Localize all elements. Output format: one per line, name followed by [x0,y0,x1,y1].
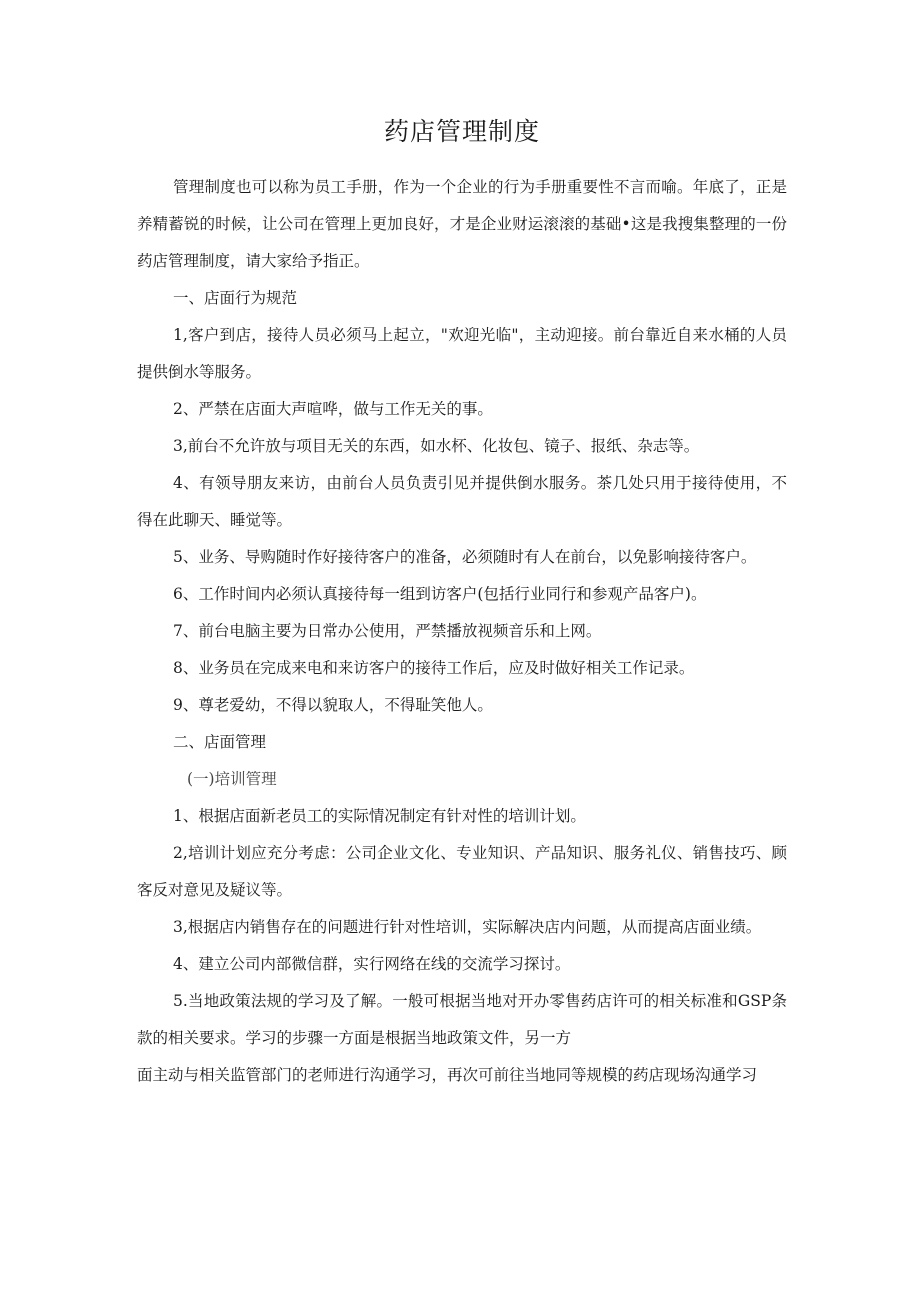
training-item-4: 4、建立公司内部微信群，实行网络在线的交流学习探讨。 [173,955,571,973]
training-item-2: 2,培训计划应充分考虑：公司企业文化、专业知识、产品知识、服务礼仪、销售技巧、顾客反对意见及疑议等。 [137,844,787,899]
behavior-item-2: 2、严禁在店面大声喧哗，做与工作无关的事。 [173,400,493,418]
document-body [137,169,787,1094]
training-item-1: 1、根据店面新老员工的实际情况制定有针对性的培训计划。 [173,807,586,825]
behavior-item-4: 4、有领导朋友来访，由前台人员负责引见并提供倒水服务。茶几处只用于接待使用，不得在此聊天、睡觉等。 [137,474,787,529]
behavior-item-8: 8、业务员在完成来电和来访客户的接待工作后，应及时做好相关工作记录。 [173,659,695,677]
behavior-item-7: 7、前台电脑主要为日常办公使用，严禁播放视频音乐和上网。 [173,622,602,640]
training-item-5: 5.当地政策法规的学习及了解。一般可根据当地对开办零售药店许可的相关标准和GSP条款的相关要求。学习的步骤一方面是根据当地政策文件，另一方 [137,992,787,1047]
training-item-5-continuation: 面主动与相关监管部门的老师进行沟通学习，再次可前往当地同等规模的药店现场沟通学习 [137,1066,758,1084]
intro-paragraph: 管理制度也可以称为员工手册，作为一个企业的行为手册重要性不言而喻。年底了，正是养精蓄锐的时候，让公司在管理上更加良好，才是企业财运滚滚的基础•这是我搜集整理的一份药店管理制度，请大家给予指正。 [137,178,787,270]
behavior-item-3: 3,前台不允许放与项目无关的东西，如水杯、化妆包、镜子、报纸、杂志等。 [173,437,700,455]
behavior-item-9: 9、尊老爱幼，不得以貌取人，不得耻笑他人。 [173,696,493,714]
behavior-item-5: 5、业务、导购随时作好接待客户的准备，必须随时有人在前台，以免影响接待客户。 [173,548,757,566]
training-item-3: 3,根据店内销售存在的问题进行针对性培训，实际解决店内问题，从而提高店面业绩。 [173,918,762,936]
subheading-training: (一)培训管理 [187,770,277,788]
section-heading-behavior: 一、店面行为规范 [173,289,298,307]
behavior-item-1: 1,客户到店，接待人员必须马上起立，"欢迎光临"，主动迎接。前台靠近自来水桶的人员提供倒水等服务。 [137,326,787,381]
section-heading-management: 二、店面管理 [173,733,267,751]
behavior-item-6: 6、工作时间内必须认真接待每一组到访客户(包括行业同行和参观产品客户)。 [173,585,707,603]
document-title: 药店管理制度 [383,117,540,146]
